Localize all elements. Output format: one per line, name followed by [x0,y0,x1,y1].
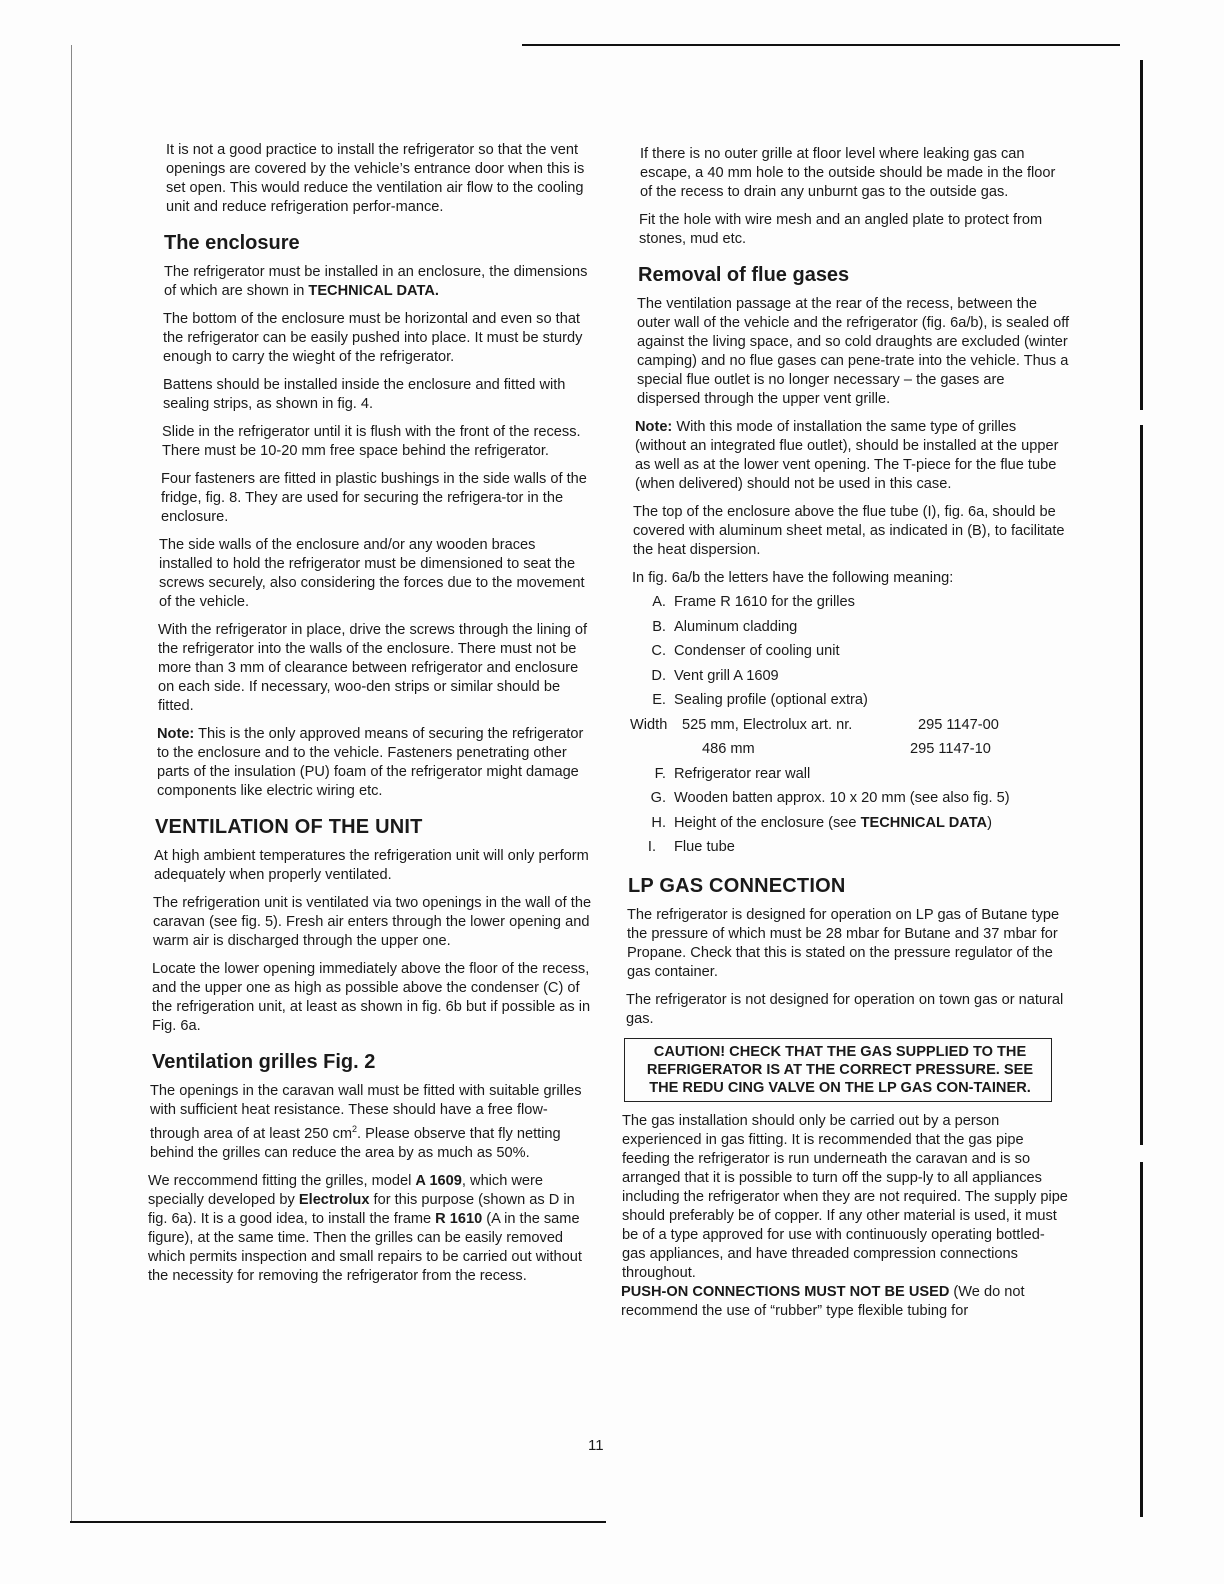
legend-item: B. Aluminum cladding [652,618,798,635]
caution-box: CAUTION! CHECK THAT THE GAS SUPPLIED TO THE REFRIGERATOR IS AT THE CORRECT PRESSURE. SEE THE REDU CING VALVE ON THE LP GAS CON-TAINER. [624,1038,1052,1102]
enclosure-paragraph-3: Battens should be installed inside the enclosure and fitted with sealing strips, as shown in fig. 4. [163,377,566,412]
page-number: 11 [588,1437,604,1454]
enclosure-paragraph-4: Slide in the refrigerator until it is flush with the front of the recess. There must be 10-20 mm free space behind the refrigerator. [162,424,581,459]
left-margin-rule [71,45,72,1521]
lp-paragraph-4: PUSH-ON CONNECTIONS MUST NOT BE USED (We do not recommend the use of “rubber” type flexible tubing for [621,1283,1025,1319]
ventilation-paragraph-1: At high ambient temperatures the refrigeration unit will only perform adequately when properly ventilated. [154,848,589,883]
legend-intro: In fig. 6a/b the letters have the following meaning: [632,570,954,586]
flue-note: Note: With this mode of installation the same type of grilles (without an integrated flue outlet), should be installed at the upper as well as at the lower vent opening. The T-piece for the flue tube (when delivered) should not be used in this case. [635,419,1059,492]
legend-item: G. Wooden batten approx. 10 x 20 mm (see also fig. 5) [650,790,1010,806]
legend-item: F. Refrigerator rear wall [654,765,811,782]
heading-flue-gases: Removal of flue gases [638,264,850,286]
legend-item: C. Condenser of cooling unit [651,643,840,659]
right-edge-rule-3 [1140,1162,1143,1517]
heading-lp-gas: LP GAS CONNECTION [628,874,846,897]
bottom-rule [70,1521,606,1523]
grilles-paragraph-2: We reccommend fitting the grilles, model A 1609, which were specially developed by Electrolux for this purpose (shown as D in fig. 6a). It is a good idea, to install the frame R 1610 (A in the same figure), at the same time. Then the grilles can be easily removed which permits inspection and small repairs to be carried out without the necessity for removing the refrigerator from the recess. [148,1172,582,1284]
right-column [622,145,1070,1330]
wire-mesh-paragraph: Fit the hole with wire mesh and an angled plate to protect from stones, mud etc. [639,212,1043,247]
enclosure-paragraph-2: The bottom of the enclosure must be horizontal and even so that the refrigerator can be easily pushed into place. It must be sturdy enough to carry the wieght of the refrigerator. [163,311,583,365]
flue-paragraph-1: The ventilation passage at the rear of the recess, between the outer wall of the vehicle and the refrigerator (fig. 6a/b), is sealed off against the living space, and so cold draughts are excluded (winter camping) and no flue gases can pene-trate into the vehicle. Thus a special flue outlet is no longer necessary – the gases are dispersed through the upper vent grille. [637,296,1070,407]
enclosure-note: Note: This is the only approved means of securing the refrigerator to the enclosure and to the vehicle. Fasteners penetrating other parts of the insulation (PU) foam of the refrigerator might damage components like electric wiring etc. [157,726,584,799]
grilles-paragraph-1: The openings in the caravan wall must be fitted with suitable grilles with sufficient heat resistance. These should have a free flow-through area of at least 250 $cm^2$. Please observe that fly netting behind the grilles can reduce the area by as much as 50%. [150,1083,582,1161]
heading-grilles: Ventilation grilles Fig. 2 [152,1051,376,1073]
heading-enclosure: The enclosure [164,232,300,254]
width-row: Width 525 mm, Electrolux art. nr. 295 1147-00 [630,716,999,733]
enclosure-paragraph-6: The side walls of the enclosure and/or any wooden braces installed to hold the refrigerator must be dimensioned to seat the screws securely, also considering the forces due to the movement of the vehicle. [159,537,585,610]
right-edge-rule-2 [1140,425,1143,1145]
ventilation-paragraph-3: Locate the lower opening immediately above the floor of the recess, and the upper one as high as possible above the condenser (C) of the refrigeration unit, at least as shown in fig. 6b but if possible as in Fig. 6a. [152,961,591,1034]
floor-grille-paragraph: If there is no outer grille at floor level where leaking gas can escape, a 40 mm hole to the outside should be made in the floor of the recess to drain any unburnt gas to the outside gas. [640,146,1056,200]
legend-item: E. Sealing profile (optional extra) [652,692,868,708]
top-rule [522,44,1120,46]
right-edge-rule [1140,60,1143,410]
left-column [148,141,592,1295]
legend-item: H. Height of the enclosure (see TECHNICAL DATA) [651,814,992,831]
intro-paragraph: It is not a good practice to install the refrigerator so that the vent openings are covered by the vehicle’s entrance door when this is set open. This would reduce the ventilation air flow to the cooling unit and reduce refrigeration perfor-mance. [166,142,585,215]
enclosure-paragraph-5: Four fasteners are fitted in plastic bushings in the side walls of the fridge, fig. 8. They are used for securing the refrigera-tor in the enclosure. [161,471,587,525]
lp-paragraph-1: The refrigerator is designed for operation on LP gas of Butane type the pressure of which must be 28 mbar for Butane and 37 mbar for Propane. Check that this is stated on the pressure regulator of the gas container. [627,906,1060,980]
lp-paragraph-2: The refrigerator is not designed for operation on town gas or natural gas. [626,991,1064,1027]
heading-ventilation: VENTILATION OF THE UNIT [155,816,423,838]
legend-list [622,590,1070,860]
legend-item: D. Vent grill A 1609 [651,667,779,684]
ventilation-paragraph-2: The refrigeration unit is ventilated via two openings in the wall of the caravan (see fig. 5). Fresh air enters through the lower opening and warm air is discharged through the upper one. [153,895,592,949]
lp-paragraph-3: The gas installation should only be carried out by a person experienced in gas fitting. It is recommended that the gas pipe feeding the refrigerator is run underneath the caravan and is so arranged that it is possible to turn off the supp-ly to all appliances including the refrigerator when they are not required. The supply pipe should preferably be of copper. If any other material is used, it must be of a type approved for use with continuously operating bottled- gas appliances, and have threaded compression connections throughout. [622,1112,1068,1281]
enclosure-paragraph-1: The refrigerator must be installed in an enclosure, the dimensions of which are shown in TECHNICAL DATA. [164,264,588,299]
legend-item: A. Frame R 1610 for the grilles [652,594,855,610]
width-row: 486 mm 295 1147-10 [702,741,991,757]
legend-item: I. Flue tube [647,839,735,855]
enclosure-paragraph-7: With the refrigerator in place, drive the screws through the lining of the refrigerator into the walls of the enclosure. There must not be more than 3 mm of clearance between refrigerator and enclosure on each side. If necessary, woo-den strips or similar should be fitted. [158,622,588,714]
flue-paragraph-2: The top of the enclosure above the flue tube (I), fig. 6a, should be covered with aluminum sheet metal, as indicated in (B), to facilitate the heat dispersion. [633,504,1065,558]
